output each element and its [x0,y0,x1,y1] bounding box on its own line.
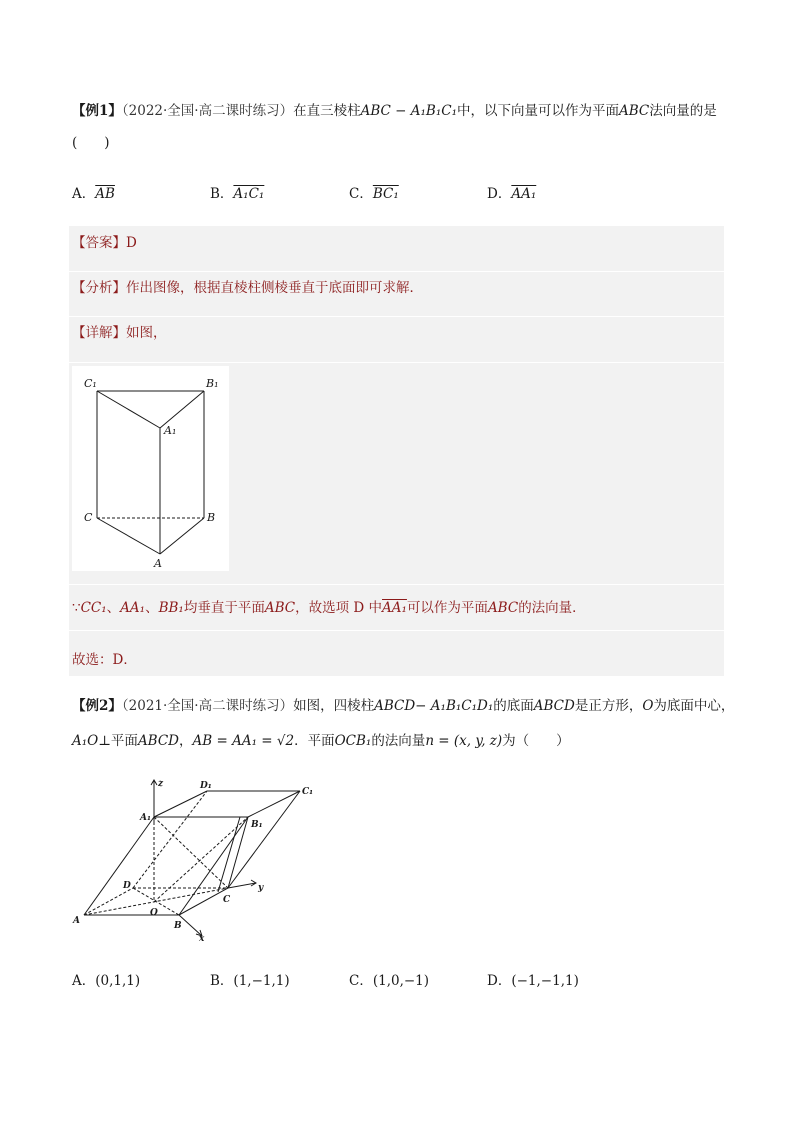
option-letter: D． [487,973,512,989]
ex2-l2-f: 为（ ） [502,733,570,749]
answer-value: D [126,235,137,251]
answer-label: 【答案】 [72,235,126,251]
ex1-option-c [349,184,399,204]
solution-divider [69,316,724,317]
option-letter: A． [72,186,96,202]
label-c: C [84,511,93,524]
label-c1: C₁ [84,377,97,390]
option-value: (0,1,1) [95,973,141,989]
detail-text: 如图， [126,325,167,341]
solution-divider [69,362,724,363]
ex1-paren: ( ) [72,135,110,151]
option-letter: A． [72,973,96,989]
ex1-option-d [487,184,536,204]
label-d1: D₁ [200,781,212,791]
ex2-base: ABCD [533,698,575,714]
label-a: A [73,916,80,926]
label-b1: B₁ [251,820,263,830]
label-a1: A₁ [164,424,177,437]
figure-triangular-prism [72,366,229,571]
ex2-l2-plane: OCB₁ [334,733,372,749]
because-t2: ，故选项 D 中 [295,600,383,616]
edge-cc1: CC₁ [80,600,107,616]
ex1-plane: ABC [619,103,650,119]
ex2-option-d [487,971,579,991]
ex2-prism: ABCD− A₁B₁C₁D₁ [374,698,494,714]
label-b1: B₁ [206,377,219,390]
ex2-l2-e: 的法向量 [371,733,426,749]
solution-divider [69,584,724,585]
answer-line [72,233,137,253]
option-value: (1,0,−1) [372,973,430,989]
figure-quadrangular-prism [70,772,330,944]
option-vector: $\overline{AB}$ [95,186,115,202]
ex2-source: （2021·全国·高二课时练习） [121,698,294,714]
ex2-stem-line1 [72,696,734,716]
ex2-option-a [72,971,140,991]
ex2-option-b [210,971,290,991]
ex1-stem-a: 在直三棱柱 [293,103,361,119]
edge-bb1: BB₁ [158,600,184,616]
ex2-l2-vec: n = (x, y, z) [425,733,503,749]
ex2-tag: 【例2】 [72,698,122,714]
choose-line: 故选：D． [72,652,137,668]
ex2-stem-line2 [72,731,570,751]
option-vector: A₁C₁ [233,186,265,202]
ex1-stem-line1 [72,101,717,121]
ex1-prism: ABC − A₁B₁C₁ [360,103,457,119]
option-letter: B． [210,973,234,989]
analysis-text: 作出图像，根据直棱柱侧棱垂直于底面即可求解． [126,280,423,296]
option-vector: BC₁ [372,186,399,202]
edge-aa1: AA₁ [120,600,146,616]
label-x: x [199,934,205,944]
ex2-stem-b: 的底面 [493,698,534,714]
label-c: C [223,895,231,905]
ex2-l2-d: ．平面 [294,733,335,749]
ex2-l2-c: ， [179,733,193,749]
because-plane: ABC [264,600,296,616]
detail-label: 【详解】 [72,325,126,341]
label-b: B [174,921,182,931]
label-y: y [258,883,264,893]
label-a1: A₁ [140,813,151,823]
ex2-stem-c: 是正方形， [574,698,643,714]
label-a: A [154,557,162,570]
label-c1: C₁ [302,787,314,797]
ex1-tag: 【例1】 [72,103,122,119]
analysis-line [72,278,423,298]
option-value: (1,−1,1) [233,973,290,989]
because-t1: 均垂直于平面 [183,600,265,616]
option-letter: C． [349,973,373,989]
option-vector: AA₁ [511,186,537,202]
because-t3: 可以作为平面 [406,600,488,616]
ex2-stem-a: 如图，四棱柱 [293,698,375,714]
separator: 、 [106,600,121,616]
label-d: D [123,881,131,891]
ex1-stem-c: 法向量的是 [649,103,717,119]
label-z: z [158,779,164,789]
option-value: (−1,−1,1) [511,973,579,989]
ex2-option-c [349,971,429,991]
label-o: O [150,908,158,918]
ex1-stem-b: 中，以下向量可以作为平面 [457,103,619,119]
ex2-l2-base: ABCD [137,733,180,749]
label-b: B [207,511,216,524]
separator: 、 [145,600,159,616]
because-line [72,598,586,618]
option-letter: C． [349,186,373,202]
option-letter: B． [210,186,234,202]
because-vector: AA₁ [382,600,407,616]
ex2-l2-eq: AB = AA₁ = √2 [192,733,295,749]
because-t4: 的法向量． [518,600,586,616]
ex2-l2-b: ⊥平面 [98,733,138,749]
option-letter: D． [487,186,512,202]
ex2-stem-d: 为底面中心， [653,698,735,714]
analysis-label: 【分析】 [72,280,126,296]
ex2-o: O [642,698,654,714]
ex2-a1o: A₁O [72,733,99,749]
ex1-option-a [72,184,115,204]
because-symbol: ∵ [72,600,81,616]
solution-divider [69,630,724,631]
solution-divider [69,271,724,272]
because-plane2: ABC [487,600,519,616]
ex1-source: （2022·全国·高二课时练习） [121,103,294,119]
ex1-option-b [210,184,264,204]
detail-line [72,323,167,343]
